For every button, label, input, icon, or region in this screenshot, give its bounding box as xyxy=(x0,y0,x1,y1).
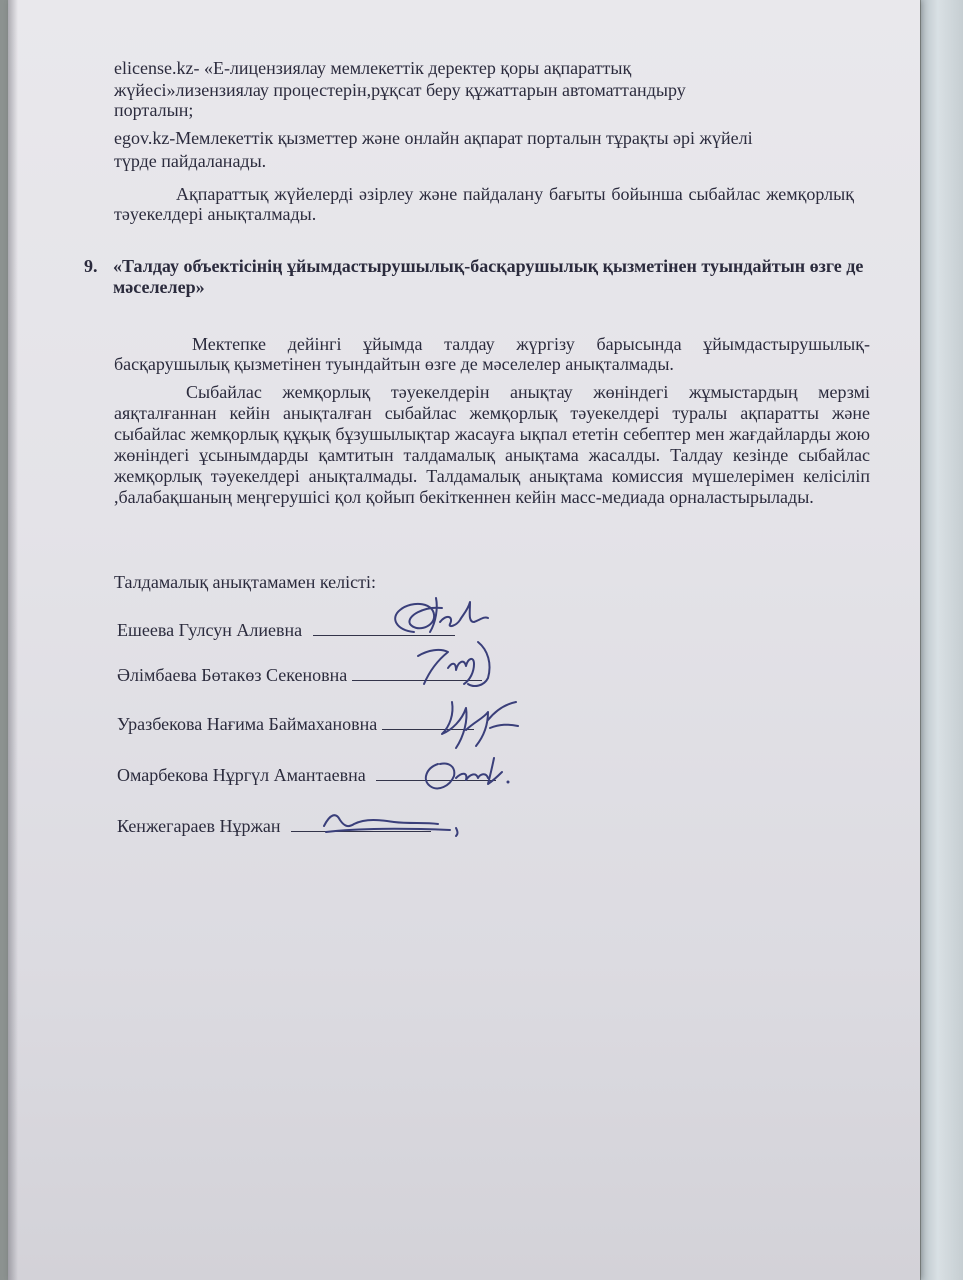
page-shadow xyxy=(8,0,18,1280)
signatory-name: Кенжегараев Нұржан xyxy=(117,816,281,836)
agreement-label: Талдамалық анықтамамен келісті: xyxy=(114,572,376,592)
signatory-row xyxy=(117,713,474,735)
signature-drawing xyxy=(408,632,508,692)
signature-drawing xyxy=(416,750,516,795)
intro-line: түрде пайдаланады. xyxy=(114,151,267,171)
info-systems-paragraph: Ақпараттық жүйелерді әзірлеу және пайдалану бағыты бойынша сыбайлас жемқорлық тәуекелдері анықталмады. xyxy=(114,184,854,224)
section-number: 9. xyxy=(84,256,98,276)
document-page xyxy=(8,0,920,1280)
signatory-name: Ешеева Гулсун Алиевна xyxy=(117,620,303,640)
signature-drawing xyxy=(428,690,528,755)
signature-drawing xyxy=(320,806,470,840)
intro-line: elicense.kz- «Е-лицензиялау мемлекеттік деректер қоры ақпараттық xyxy=(114,58,632,78)
signatory-name: Әлімбаева Бөтакөз Секеновна xyxy=(117,665,348,685)
section-title: «Талдау объектісінің ұйымдастырушылық-басқарушылық қызметінен туындайтын өзге де мәселелер» xyxy=(113,256,864,297)
intro-line: egov.kz-Мемлекеттік қызметтер және онлайн ақпарат порталын тұрақты әрі жүйелі xyxy=(114,128,753,148)
intro-line: жүйесі»лизензиялау процестерін,рұқсат беру құжаттарын автоматтандыру xyxy=(114,80,686,100)
signatory-name: Омарбекова Нұргүл Амантаевна xyxy=(117,765,366,785)
intro-line: порталын; xyxy=(114,100,194,120)
paragraph-2: Сыбайлас жемқорлық тәуекелдерін анықтау жөніндегі жұмыстардың мерзмі аяқталғаннан кейін анықталған сыбайлас жемқорлық тәуекелдері туралы ақпаратты және сыбайлас жемқорлық құқық бұзушылықтар жасауға ықпал ететін себептер мен жағдайларды жою жөніндегі ұсынымдарды қамтитын талдамалық анықтама жасалды. Талдау кезінде сыбайлас жемқорлық тәуекелдері анықталмады. Талдамалық анықтама комиссия мүшелерімен келісіліп ,балабақшаның меңгерушісі қол қойып бекіткеннен кейін масс-медиада орналастырылады. xyxy=(114,382,870,507)
paragraph-1: Мектепке дейінгі ұйымда талдау жүргізу барысында ұйымдастырушылық-басқарушылық қызметінен туындайтын өзге де мәселелер анықталмады. xyxy=(114,334,870,374)
signatory-name: Уразбекова Нағима Баймахановна xyxy=(117,714,378,734)
window-background xyxy=(921,0,963,1280)
